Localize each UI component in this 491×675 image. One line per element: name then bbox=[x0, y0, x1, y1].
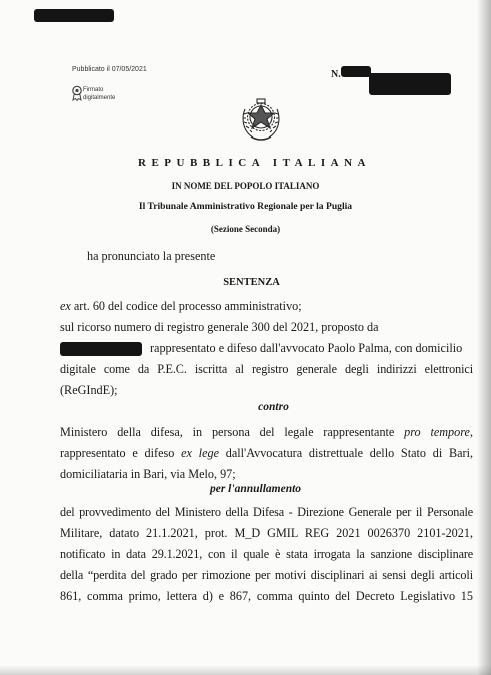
art-line-ex: ex bbox=[60, 299, 71, 313]
intro-line: ha pronunciato la presente bbox=[87, 249, 216, 263]
signature-seal-icon bbox=[71, 85, 83, 106]
document-number-prefix: N. bbox=[331, 69, 341, 80]
emblem-of-italy-icon bbox=[239, 97, 283, 148]
people-heading: IN NOME DEL POPOLO ITALIANO bbox=[171, 181, 320, 191]
contro-line-2-em: ex lege bbox=[181, 446, 219, 460]
section-heading: (Sezione Seconda) bbox=[210, 224, 281, 234]
sentence-title: SENTENZA bbox=[223, 277, 280, 288]
page-bottom-shadow bbox=[0, 665, 491, 675]
page-edge-shadow bbox=[477, 0, 491, 675]
contro-line-2-b: dall'Avvocatura distrettuale dello Stato di Bari, bbox=[218, 446, 473, 460]
annulment-line-4: della “perdita del grado per rimozione per motivi disciplinari ai sensi degli articoli bbox=[60, 568, 473, 582]
redaction-applicant bbox=[60, 342, 142, 356]
contro-line-1 bbox=[60, 422, 473, 443]
contro-line-1-b: , bbox=[469, 425, 473, 439]
annulment-line-1: del provvedimento del Ministero della Difesa - Direzione Generale per il Personale bbox=[60, 505, 473, 519]
contro-heading: contro bbox=[258, 401, 289, 413]
annulment-heading: per l'annullamento bbox=[209, 483, 302, 495]
ricorso-line-4: (ReGIndE); bbox=[60, 383, 118, 397]
ricorso-line-2-text: rappresentato e difeso dall'avvocato Paolo Palma, con domicilio bbox=[150, 341, 463, 355]
art-line-rest: art. 60 del codice del processo amministrativo; bbox=[70, 299, 302, 313]
contro-line-2-a: rappresentato e difeso bbox=[60, 446, 182, 460]
ricorso-paragraph bbox=[60, 317, 473, 401]
signed-label-line1: Firmato bbox=[83, 87, 104, 93]
redaction-number-2 bbox=[369, 73, 451, 95]
ricorso-line-2 bbox=[60, 338, 473, 359]
redaction-number bbox=[341, 66, 371, 77]
redaction-top bbox=[34, 9, 114, 22]
contro-paragraph bbox=[60, 422, 473, 485]
annulment-line-5: 861, comma primo, lettera d) e 867, comma quinto del Decreto Legislativo 15 bbox=[60, 589, 473, 603]
contro-line-3: domiciliataria in Bari, via Melo, 97; bbox=[60, 467, 236, 481]
contro-line-1-em: pro tempore bbox=[404, 425, 470, 439]
annulment-paragraph bbox=[60, 502, 473, 607]
annulment-line-3: notificato in data 29.1.2021, con il quale è stata irrogata la sanzione disciplinare bbox=[60, 547, 473, 561]
ricorso-line-3: digitale come da P.E.C. iscritta al registro generale degli indirizzi elettronici bbox=[60, 362, 473, 376]
ricorso-line-1: sul ricorso numero di registro generale 300 del 2021, proposto da bbox=[60, 320, 379, 334]
republic-heading: REPUBBLICA ITALIANA bbox=[138, 157, 371, 169]
court-heading: Il Tribunale Amministrativo Regionale per la Puglia bbox=[138, 201, 353, 212]
contro-line-2 bbox=[60, 443, 473, 464]
published-date: Pubblicato il 07/05/2021 bbox=[72, 66, 147, 73]
signed-label-line2: digitalmente bbox=[83, 95, 116, 101]
contro-line-1-a: Ministero della difesa, in persona del legale rappresentante bbox=[60, 425, 405, 439]
annulment-line-2: Militare, datato 21.1.2021, prot. M_D GMIL REG 2021 0026370 2101-2021, bbox=[60, 526, 473, 540]
art-line bbox=[60, 296, 302, 317]
